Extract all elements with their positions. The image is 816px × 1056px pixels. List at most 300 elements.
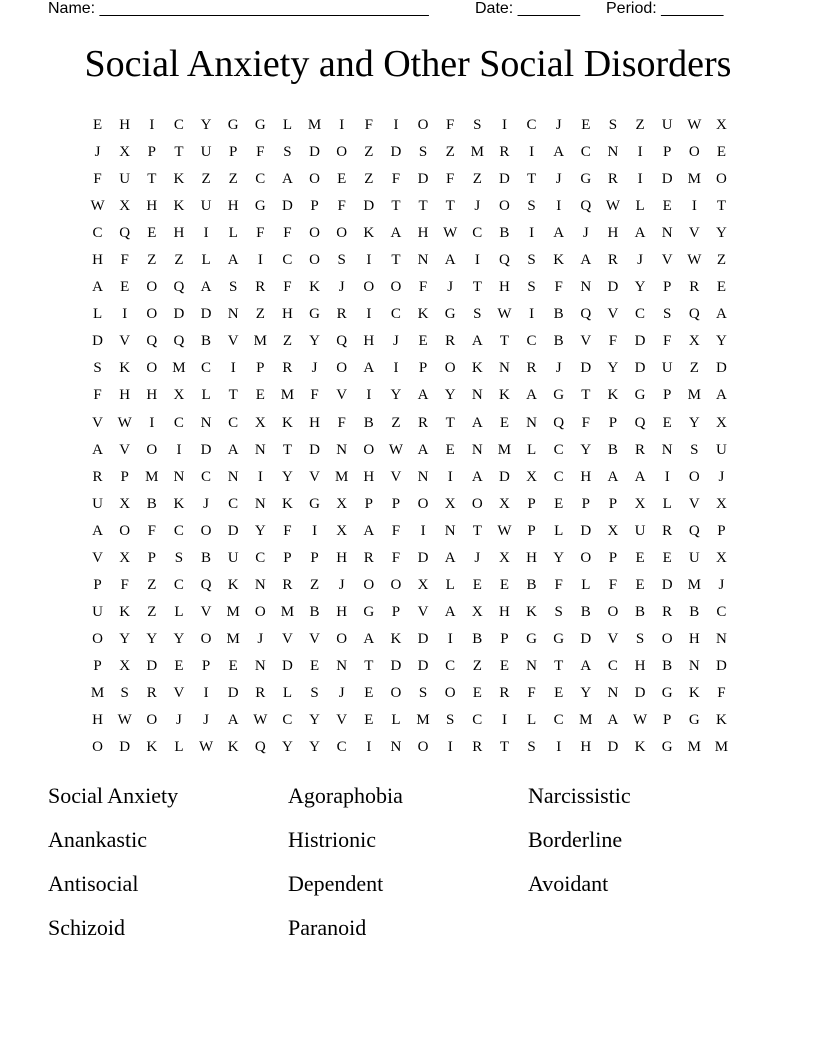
grid-letter: T: [391, 198, 401, 215]
grid-letter: B: [553, 333, 564, 350]
grid-letter: J: [176, 712, 182, 729]
grid-letter: R: [499, 144, 510, 161]
grid-letter: H: [336, 603, 348, 620]
grid-letter: S: [527, 198, 536, 215]
grid-letter: Y: [390, 387, 402, 404]
grid-letter: B: [472, 630, 483, 647]
grid-letter: Y: [309, 739, 320, 756]
grid-letter: H: [92, 712, 103, 729]
grid-letter: N: [661, 441, 673, 458]
grid-letter: V: [336, 387, 348, 404]
grid-letter: D: [661, 576, 673, 593]
grid-letter: L: [174, 603, 184, 620]
grid-letter: G: [661, 684, 673, 701]
grid-letter: Z: [689, 360, 699, 377]
grid-letter: F: [337, 414, 346, 431]
grid-letter: R: [635, 441, 646, 458]
grid-letter: T: [364, 657, 374, 674]
grid-letter: S: [663, 306, 672, 323]
grid-letter: U: [716, 441, 727, 458]
grid-letter: A: [444, 252, 456, 269]
grid-letter: F: [391, 171, 401, 188]
grid-letter: G: [309, 495, 320, 512]
grid-letter: Z: [174, 252, 184, 269]
grid-letter: A: [471, 468, 483, 485]
grid-letter: L: [445, 576, 455, 593]
grid-letter: E: [309, 657, 320, 674]
grid-letter: E: [554, 495, 564, 512]
grid-letter: P: [93, 576, 102, 593]
grid-letter: K: [282, 495, 293, 512]
grid-letter: H: [146, 387, 158, 404]
grid-letter: X: [119, 198, 131, 215]
grid-letter: E: [635, 576, 645, 593]
grid-letter: P: [527, 522, 536, 539]
grid-letter: A: [200, 279, 212, 296]
grid-letter: W: [117, 414, 132, 431]
grid-letter: S: [527, 739, 536, 756]
grid-letter: N: [607, 144, 619, 161]
grid-row: [84, 412, 735, 439]
grid-letter: X: [716, 117, 727, 133]
word-bank-item: Schizoid: [48, 915, 125, 940]
grid-letter: C: [553, 468, 564, 485]
grid-letter: S: [608, 117, 618, 133]
grid-letter: K: [634, 739, 646, 756]
grid-letter: E: [662, 198, 672, 215]
grid-row: [84, 195, 735, 222]
grid-letter: Q: [119, 225, 131, 242]
grid-letter: W: [687, 117, 702, 133]
grid-letter: Q: [146, 333, 158, 350]
grid-letter: P: [608, 414, 618, 431]
grid-letter: T: [445, 198, 455, 215]
grid-letter: P: [201, 657, 211, 674]
grid-letter: P: [120, 468, 129, 485]
grid-letter: G: [580, 171, 592, 188]
grid-letter: H: [119, 117, 131, 133]
grid-letter: N: [417, 468, 429, 485]
grid-letter: X: [499, 495, 510, 512]
grid-letter: O: [444, 360, 456, 377]
grid-letter: H: [417, 225, 429, 242]
grid-letter: W: [632, 712, 648, 729]
grid-letter: C: [553, 441, 564, 458]
grid-row: [84, 276, 735, 303]
grid-letter: N: [688, 657, 700, 674]
grid-letter: D: [200, 306, 212, 323]
grid-letter: N: [471, 387, 483, 404]
grid-letter: V: [200, 603, 212, 620]
grid-letter: P: [310, 198, 319, 215]
grid-letter: D: [92, 333, 103, 350]
grid-letter: T: [147, 171, 157, 188]
grid-letter: U: [200, 144, 212, 161]
grid-letter: O: [363, 441, 375, 458]
grid-letter: N: [716, 630, 727, 647]
grid-letter: N: [607, 684, 619, 701]
grid-letter: D: [227, 522, 239, 539]
grid-letter: M: [497, 441, 512, 458]
grid-letter: L: [635, 198, 645, 215]
grid-letter: H: [580, 739, 592, 756]
grid-letter: O: [336, 225, 348, 242]
grid-letter: T: [391, 252, 401, 269]
grid-letter: K: [526, 603, 537, 620]
grid-letter: N: [254, 657, 266, 674]
grid-letter: F: [554, 279, 563, 296]
grid-letter: X: [173, 387, 185, 404]
grid-letter: W: [497, 522, 512, 539]
grid-letter: G: [309, 306, 320, 323]
grid-letter: S: [310, 684, 319, 701]
grid-letter: D: [309, 441, 320, 458]
grid-letter: P: [147, 549, 156, 566]
grid-letter: K: [499, 387, 510, 404]
grid-letter: U: [688, 549, 700, 566]
grid-letter: P: [581, 495, 590, 512]
grid-letter: H: [688, 630, 700, 647]
grid-letter: K: [716, 712, 727, 729]
grid-letter: P: [310, 549, 319, 566]
grid-letter: R: [607, 171, 618, 188]
grid-letter: Y: [716, 225, 727, 242]
grid-row: [84, 466, 735, 493]
grid-letter: Y: [634, 279, 646, 296]
grid-letter: V: [688, 495, 700, 512]
grid-letter: P: [500, 630, 509, 647]
grid-letter: A: [227, 441, 239, 458]
grid-letter: Q: [336, 333, 348, 350]
grid-letter: D: [580, 630, 592, 647]
grid-letter: O: [444, 684, 456, 701]
grid-letter: R: [336, 306, 347, 323]
grid-letter: N: [254, 576, 266, 593]
grid-letter: T: [228, 387, 238, 404]
grid-row: [84, 141, 735, 168]
grid-letter: O: [336, 360, 348, 377]
grid-letter: G: [688, 712, 700, 729]
grid-letter: W: [90, 198, 105, 215]
grid-letter: G: [363, 603, 375, 620]
grid-letter: M: [280, 387, 295, 404]
grid-letter: A: [363, 360, 375, 377]
grid-letter: P: [418, 360, 428, 377]
word-bank-item: Borderline: [528, 827, 623, 852]
grid-letter: Z: [282, 333, 293, 350]
grid-letter: O: [309, 171, 320, 188]
grid-letter: Q: [173, 333, 185, 350]
grid-letter: D: [173, 306, 185, 323]
grid-letter: H: [526, 549, 537, 566]
grid-letter: J: [582, 225, 589, 242]
grid-letter: O: [580, 549, 592, 566]
grid-letter: F: [283, 522, 292, 539]
grid-letter: N: [661, 225, 673, 242]
grid-letter: X: [526, 468, 537, 485]
grid-letter: X: [417, 576, 429, 593]
grid-letter: V: [92, 549, 103, 566]
grid-letter: C: [201, 360, 212, 377]
grid-letter: A: [390, 225, 402, 242]
grid-letter: F: [256, 144, 265, 161]
grid-letter: J: [555, 171, 562, 188]
grid-letter: W: [117, 712, 132, 729]
grid-letter: S: [229, 279, 238, 296]
grid-row: [84, 736, 735, 763]
grid-letter: C: [255, 549, 266, 566]
grid-letter: E: [418, 333, 428, 350]
grid-letter: Q: [173, 279, 185, 296]
grid-letter: D: [390, 144, 402, 161]
grid-letter: R: [607, 252, 618, 269]
grid-letter: G: [553, 630, 565, 647]
grid-letter: I: [447, 739, 453, 756]
grid-letter: T: [581, 387, 591, 404]
grid-letter: M: [579, 712, 593, 729]
grid-letter: E: [174, 657, 184, 674]
grid-letter: E: [499, 414, 510, 431]
grid-letter: I: [393, 117, 399, 133]
grid-letter: J: [474, 549, 481, 566]
grid-letter: E: [472, 576, 482, 593]
grid-letter: G: [526, 630, 537, 647]
grid-letter: E: [147, 225, 157, 242]
grid-letter: N: [227, 468, 239, 485]
grid-letter: K: [471, 360, 483, 377]
grid-letter: I: [637, 171, 643, 188]
grid-letter: D: [227, 684, 239, 701]
grid-letter: F: [147, 522, 156, 539]
grid-letter: L: [526, 712, 537, 729]
grid-letter: O: [688, 468, 700, 485]
grid-letter: O: [661, 630, 673, 647]
grid-letter: B: [553, 306, 564, 323]
grid-letter: C: [580, 144, 591, 161]
grid-letter: V: [336, 712, 348, 729]
grid-letter: Z: [391, 414, 401, 431]
grid-letter: O: [146, 306, 158, 323]
grid-letter: Z: [445, 144, 455, 161]
grid-row: [84, 574, 735, 601]
grid-letter: U: [92, 603, 103, 620]
grid-letter: J: [447, 279, 454, 296]
grid-letter: U: [200, 198, 212, 215]
grid-letter: I: [474, 252, 480, 269]
grid-letter: J: [311, 360, 318, 377]
grid-letter: I: [393, 360, 399, 377]
grid-letter: K: [309, 279, 320, 296]
grid-letter: I: [366, 739, 372, 756]
grid-row: [84, 547, 735, 574]
grid-letter: O: [146, 279, 158, 296]
grid-letter: N: [526, 657, 537, 674]
grid-letter: W: [605, 198, 621, 215]
grid-letter: K: [390, 630, 402, 647]
grid-letter: D: [417, 630, 429, 647]
grid-letter: Q: [688, 522, 700, 539]
grid-letter: E: [716, 144, 727, 161]
grid-letter: C: [201, 468, 212, 485]
grid-letter: Y: [282, 739, 293, 756]
period-field: Period: _______: [606, 0, 724, 17]
grid-letter: A: [92, 522, 103, 539]
grid-letter: K: [146, 739, 158, 756]
grid-letter: Y: [716, 333, 727, 350]
grid-letter: G: [634, 387, 646, 404]
grid-letter: S: [527, 279, 536, 296]
grid-letter: N: [444, 522, 456, 539]
grid-letter: B: [201, 333, 212, 350]
grid-letter: Y: [309, 333, 320, 350]
grid-letter: D: [282, 657, 293, 674]
grid-letter: F: [554, 576, 563, 593]
grid-letter: J: [718, 468, 725, 485]
grid-letter: J: [338, 684, 345, 701]
grid-letter: J: [393, 333, 399, 350]
grid-letter: W: [253, 712, 268, 729]
grid-letter: F: [608, 333, 618, 350]
grid-letter: O: [417, 739, 429, 756]
grid-letter: L: [554, 522, 564, 539]
grid-letter: M: [416, 712, 430, 729]
grid-letter: O: [146, 712, 158, 729]
grid-letter: B: [662, 657, 673, 674]
grid-letter: R: [689, 279, 700, 296]
grid-letter: R: [92, 468, 103, 485]
grid-letter: C: [228, 495, 239, 512]
word-bank-item: Dependent: [288, 871, 384, 896]
grid-letter: X: [607, 522, 619, 539]
grid-row: [84, 357, 735, 384]
grid-letter: P: [147, 144, 156, 161]
grid-letter: V: [607, 630, 619, 647]
grid-letter: N: [526, 414, 537, 431]
grid-letter: B: [146, 495, 157, 512]
grid-letter: S: [635, 630, 645, 647]
grid-letter: I: [339, 117, 345, 133]
grid-letter: A: [553, 144, 565, 161]
grid-letter: Z: [147, 603, 157, 620]
grid-letter: J: [637, 252, 643, 269]
grid-letter: O: [336, 630, 348, 647]
grid-letter: F: [283, 279, 292, 296]
grid-letter: E: [499, 576, 510, 593]
grid-letter: F: [93, 171, 102, 188]
grid-letter: N: [417, 252, 429, 269]
grid-letter: F: [283, 225, 292, 242]
grid-letter: N: [336, 657, 348, 674]
grid-letter: C: [282, 712, 293, 729]
grid-letter: I: [176, 441, 182, 458]
grid-letter: O: [471, 495, 483, 512]
grid-letter: Q: [499, 252, 510, 269]
grid-letter: D: [363, 198, 375, 215]
grid-letter: R: [662, 522, 673, 539]
grid-letter: M: [226, 603, 240, 620]
grid-letter: A: [227, 252, 239, 269]
grid-letter: L: [282, 684, 293, 701]
grid-letter: N: [254, 441, 266, 458]
grid-letter: R: [472, 739, 483, 756]
grid-letter: Y: [119, 630, 131, 647]
grid-letter: L: [201, 387, 211, 404]
grid-letter: F: [663, 333, 672, 350]
grid-letter: P: [608, 549, 618, 566]
grid-letter: A: [417, 387, 429, 404]
grid-letter: P: [229, 144, 238, 161]
grid-letter: O: [146, 360, 158, 377]
grid-letter: Y: [146, 630, 158, 647]
grid-letter: M: [470, 144, 484, 161]
grid-letter: C: [526, 117, 537, 133]
grid-letter: X: [119, 549, 131, 566]
grid-letter: R: [255, 684, 266, 701]
grid-letter: A: [580, 252, 592, 269]
grid-letter: T: [282, 441, 293, 458]
grid-letter: Z: [716, 252, 727, 269]
grid-row: [84, 493, 735, 520]
grid-letter: E: [255, 387, 265, 404]
grid-letter: Z: [147, 576, 157, 593]
grid-letter: R: [662, 603, 673, 620]
grid-letter: C: [228, 414, 239, 431]
grid-letter: A: [92, 441, 103, 458]
grid-letter: C: [173, 414, 184, 431]
grid-letter: I: [312, 522, 318, 539]
grid-letter: D: [499, 171, 510, 188]
grid-letter: O: [309, 225, 320, 242]
grid-letter: O: [417, 495, 429, 512]
grid-row: [84, 628, 735, 655]
grid-letter: E: [364, 712, 374, 729]
grid-letter: C: [607, 657, 618, 674]
grid-letter: H: [146, 198, 158, 215]
grid-letter: N: [499, 360, 510, 377]
grid-letter: F: [310, 387, 319, 404]
grid-letter: D: [146, 657, 158, 674]
grid-letter: O: [417, 117, 429, 133]
grid-letter: A: [444, 549, 456, 566]
grid-letter: W: [443, 225, 458, 242]
grid-letter: G: [254, 117, 266, 133]
grid-letter: P: [717, 522, 726, 539]
word-search-grid: [84, 114, 735, 763]
grid-letter: O: [390, 576, 402, 593]
grid-letter: E: [635, 549, 645, 566]
grid-letter: S: [93, 360, 102, 377]
grid-letter: E: [581, 117, 591, 133]
grid-letter: P: [283, 549, 292, 566]
grid-letter: V: [119, 333, 131, 350]
grid-letter: V: [661, 252, 673, 269]
grid-letter: I: [257, 468, 263, 485]
grid-letter: E: [662, 549, 672, 566]
grid-letter: C: [173, 576, 184, 593]
grid-letter: Y: [309, 712, 320, 729]
grid-letter: X: [444, 495, 456, 512]
grid-letter: E: [445, 441, 455, 458]
grid-letter: F: [391, 522, 401, 539]
grid-letter: J: [718, 576, 725, 593]
grid-letter: Y: [580, 684, 592, 701]
grid-letter: A: [92, 279, 103, 296]
grid-letter: A: [363, 522, 375, 539]
grid-letter: V: [309, 630, 320, 647]
grid-letter: D: [119, 739, 131, 756]
grid-letter: I: [637, 144, 643, 161]
grid-letter: T: [499, 739, 510, 756]
